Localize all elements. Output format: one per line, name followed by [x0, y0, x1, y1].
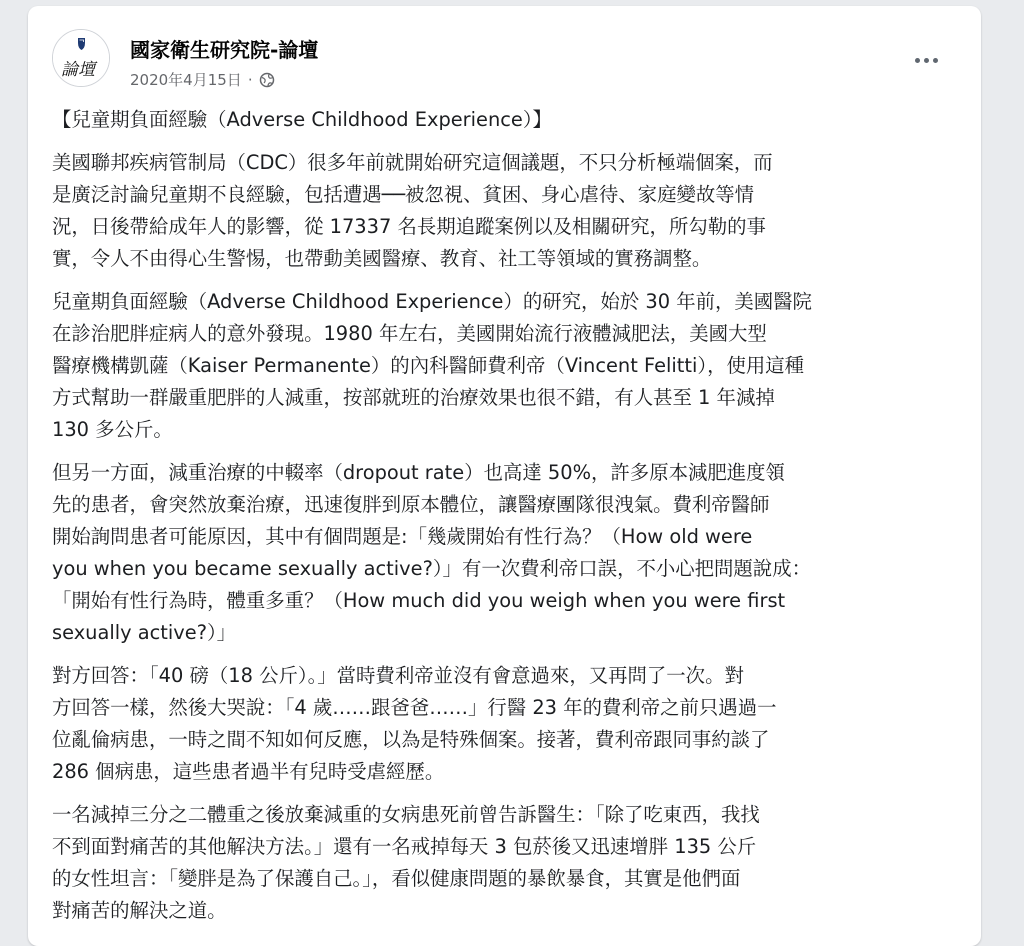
forum-logo [53, 30, 109, 86]
post-paragraph: 但另一方面，減重治療的中輟率（dropout rate）也高達 50%，許多原本減肥進度領 先的患者，會突然放棄治療，迅速復胖到原本體位，讓醫療團隊很洩氣。費利帝醫師 開始詢問患者可能原因，其中有個問題是:「幾歲開始有性行為？（How old were you when you became sexually active?）」有一次費利帝口誤，不小心把問題說成： 「開始有性行為時，體重多重？（How much did you weigh when you were first sexually active?）」 [52, 461, 811, 644]
post-meta [130, 69, 275, 90]
more-options-icon[interactable] [908, 42, 944, 78]
post-body [52, 104, 964, 938]
post-date[interactable]: 2020年4月15日 [130, 71, 242, 89]
post-title: 【兒童期負面經驗（Adverse Childhood Experience）】 [52, 108, 552, 131]
avatar-calligraphy: 論壇 [61, 60, 95, 80]
globe-icon[interactable] [259, 72, 275, 88]
avatar[interactable] [52, 29, 110, 87]
post-paragraph: 一名減掉三分之二體重之後放棄減重的女病患死前曾告訴醫生：「除了吃東西，我找 不到面對痛苦的其他解決方法。」還有一名戒掉每天 3 包菸後又迅速增胖 135 公斤 的女性坦言：「變胖是為了保護自己。」，看似健康問題的暴飲暴食，其實是他們面 對痛苦的解決之道。 [52, 803, 760, 922]
post-header [28, 6, 981, 96]
post-paragraph: 對方回答：「40 磅（18 公斤）。」當時費利帝並沒有會意過來，又再問了一次。對 方回答一樣，然後大哭說：「4 歲……跟爸爸……」行醫 23 年的費利帝之前只遇過一 位亂倫病患，一時之間不知如何反應，以為是特殊個案。接著，費利帝跟同事約談了 286 個病患，這些患者過半有兒時受虐經歷。 [52, 664, 777, 783]
post-paragraph: 美國聯邦疾病管制局（CDC）很多年前就開始研究這個議題，不只分析極端個案，而 是廣泛討論兒童期不良經驗，包括遭遇──被忽視、貧困、身心虐待、家庭變故等情 況，日後帶給成年人的影響，從 17337 名長期追蹤案例以及相關研究，所勾勒的事 實，令人不由得心生警惕，也帶動美國醫療、教育、社工等領域的實務調整。 [52, 151, 773, 270]
post-paragraph: 兒童期負面經驗（Adverse Childhood Experience）的研究，始於 30 年前，美國醫院 在診治肥胖症病人的意外發現。1980 年左右，美國開始流行液體減肥法，美國大型 醫療機構凱薩（Kaiser Permanente）的內科醫師費利帝（Vincent Felitti），使用這種 方式幫助一群嚴重肥胖的人減重，按部就班的治療效果也很不錯，有人甚至 1 年減掉 130 多公斤。 [52, 290, 812, 441]
post-card [28, 6, 981, 946]
meta-separator: · [247, 70, 253, 89]
page-name[interactable]: 國家衛生研究院-論壇 [130, 38, 319, 62]
